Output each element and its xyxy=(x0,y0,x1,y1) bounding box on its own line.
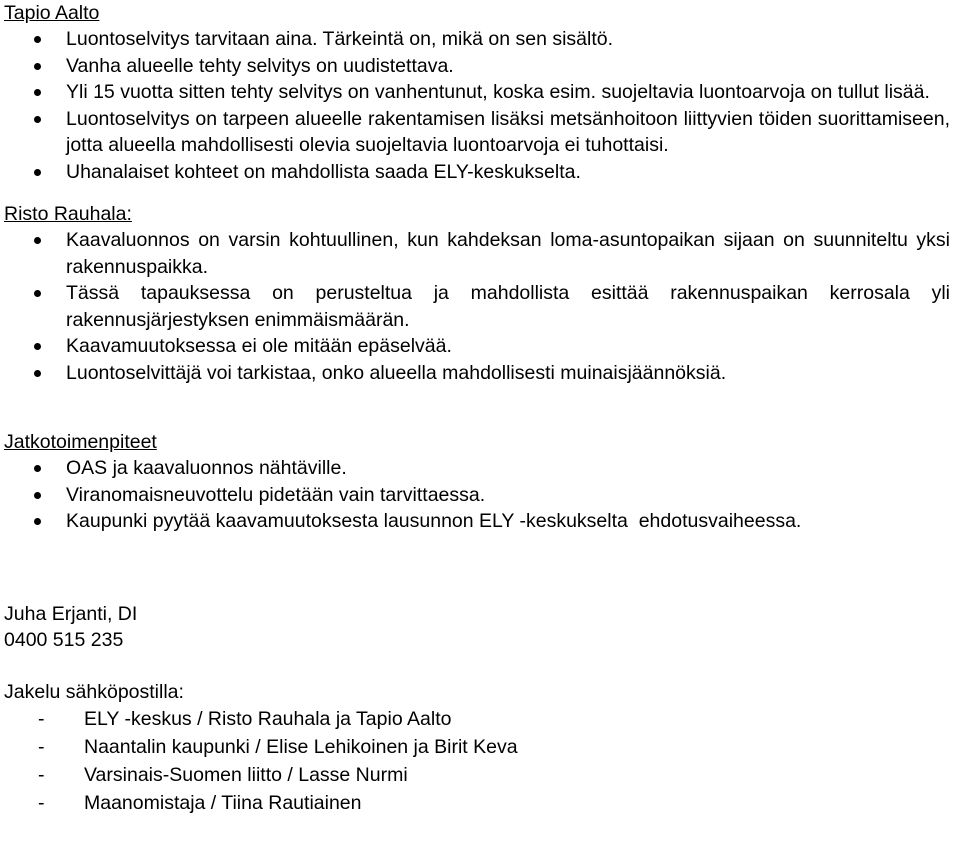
list-item xyxy=(4,333,954,360)
list-item-text: Vanha alueelle tehty selvitys on uudistettava. xyxy=(66,54,454,77)
list-item-text: Luontoselvitys tarvitaan aina. Tärkeintä on, mikä on sen sisältö. xyxy=(66,28,614,50)
list-item xyxy=(4,360,954,387)
bullet-icon xyxy=(34,370,41,377)
list-item xyxy=(4,508,954,535)
list-item xyxy=(4,705,954,733)
bullet-icon xyxy=(34,237,41,244)
list-item-text: Uhanalaiset kohteet on mahdollista saada ELY-keskukselta. xyxy=(66,160,581,183)
bullet-icon xyxy=(34,36,41,43)
list-item-text: Kaavamuutoksessa ei ole mitään epäselvää. xyxy=(66,335,452,357)
bullet-icon xyxy=(34,116,41,123)
signature-phone: 0400 515 235 xyxy=(4,628,124,651)
list-item-text: Maanomistaja / Tiina Rautiainen xyxy=(84,791,362,814)
bullet-icon xyxy=(34,343,41,350)
bullet-icon xyxy=(34,518,41,525)
distribution-heading: Jakelu sähköpostilla: xyxy=(4,680,184,703)
list-item-text: Luontoselvittäjä voi tarkistaa, onko alueella mahdollisesti muinaisjäännöksiä. xyxy=(66,361,727,384)
list-item-text: Tässä tapauksessa on perusteltua ja mahdollista esittää rakennuspaikan kerrosala yli rakennusjärjestyksen enimmäismäärän. xyxy=(66,282,950,331)
dash-marker: - xyxy=(38,735,45,758)
section-heading-risto-rauhala: Risto Rauhala: xyxy=(4,203,132,225)
list-item xyxy=(4,26,954,53)
list-item xyxy=(4,106,954,159)
list-item-text: Varsinais-Suomen liitto / Lasse Nurmi xyxy=(84,763,408,786)
tapio-aalto-bullet-list xyxy=(4,26,954,185)
list-item-text: ELY -keskus / Risto Rauhala ja Tapio Aalto xyxy=(84,707,452,730)
list-item xyxy=(4,159,954,186)
list-item xyxy=(4,280,954,333)
list-item-text: Viranomaisneuvottelu pidetään vain tarvittaessa. xyxy=(66,483,486,506)
list-item-text: Yli 15 vuotta sitten tehty selvitys on vanhentunut, koska esim. suojeltavia luontoarvoja on tullut lisää. xyxy=(66,81,930,103)
section-heading-tapio-aalto: Tapio Aalto xyxy=(4,2,100,24)
list-item xyxy=(4,733,954,761)
dash-marker: - xyxy=(38,763,45,786)
list-item-text: Naantalin kaupunki / Elise Lehikoinen ja Birit Keva xyxy=(84,735,518,758)
bullet-icon xyxy=(34,63,41,70)
risto-rauhala-bullet-list xyxy=(4,227,954,386)
signature-name: Juha Erjanti, DI xyxy=(4,602,138,625)
list-item-text: Kaupunki pyytää kaavamuutoksesta lausunnon ELY -keskukselta ehdotusvaiheessa. xyxy=(66,510,802,532)
section-heading-jatkotoimenpiteet: Jatkotoimenpiteet xyxy=(4,431,157,453)
list-item xyxy=(4,227,954,280)
dash-marker: - xyxy=(38,707,45,730)
list-item-text: Luontoselvitys on tarpeen alueelle rakentamisen lisäksi metsänhoitoon liittyvien töiden suorittamiseen, jotta alueella mahdollisesti olevia suojeltavia luontoarvoja ei tuhottaisi. xyxy=(66,107,950,156)
bullet-icon xyxy=(34,169,41,176)
bullet-icon xyxy=(34,492,41,499)
list-item xyxy=(4,53,954,80)
document-page xyxy=(4,0,954,817)
list-item xyxy=(4,455,954,482)
bullet-icon xyxy=(34,89,41,96)
jatkotoimenpiteet-bullet-list xyxy=(4,455,954,535)
dash-marker: - xyxy=(38,791,45,814)
list-item xyxy=(4,482,954,509)
bullet-icon xyxy=(34,290,41,297)
list-item xyxy=(4,761,954,789)
list-item-text: OAS ja kaavaluonnos nähtäville. xyxy=(66,457,347,479)
bullet-icon xyxy=(34,465,41,472)
list-item xyxy=(4,789,954,817)
distribution-list xyxy=(4,705,954,817)
list-item-text: Kaavaluonnos on varsin kohtuullinen, kun kahdeksan loma-asuntopaikan sijaan on suunniteltu yksi rakennuspaikka. xyxy=(66,229,950,278)
list-item xyxy=(4,79,954,106)
